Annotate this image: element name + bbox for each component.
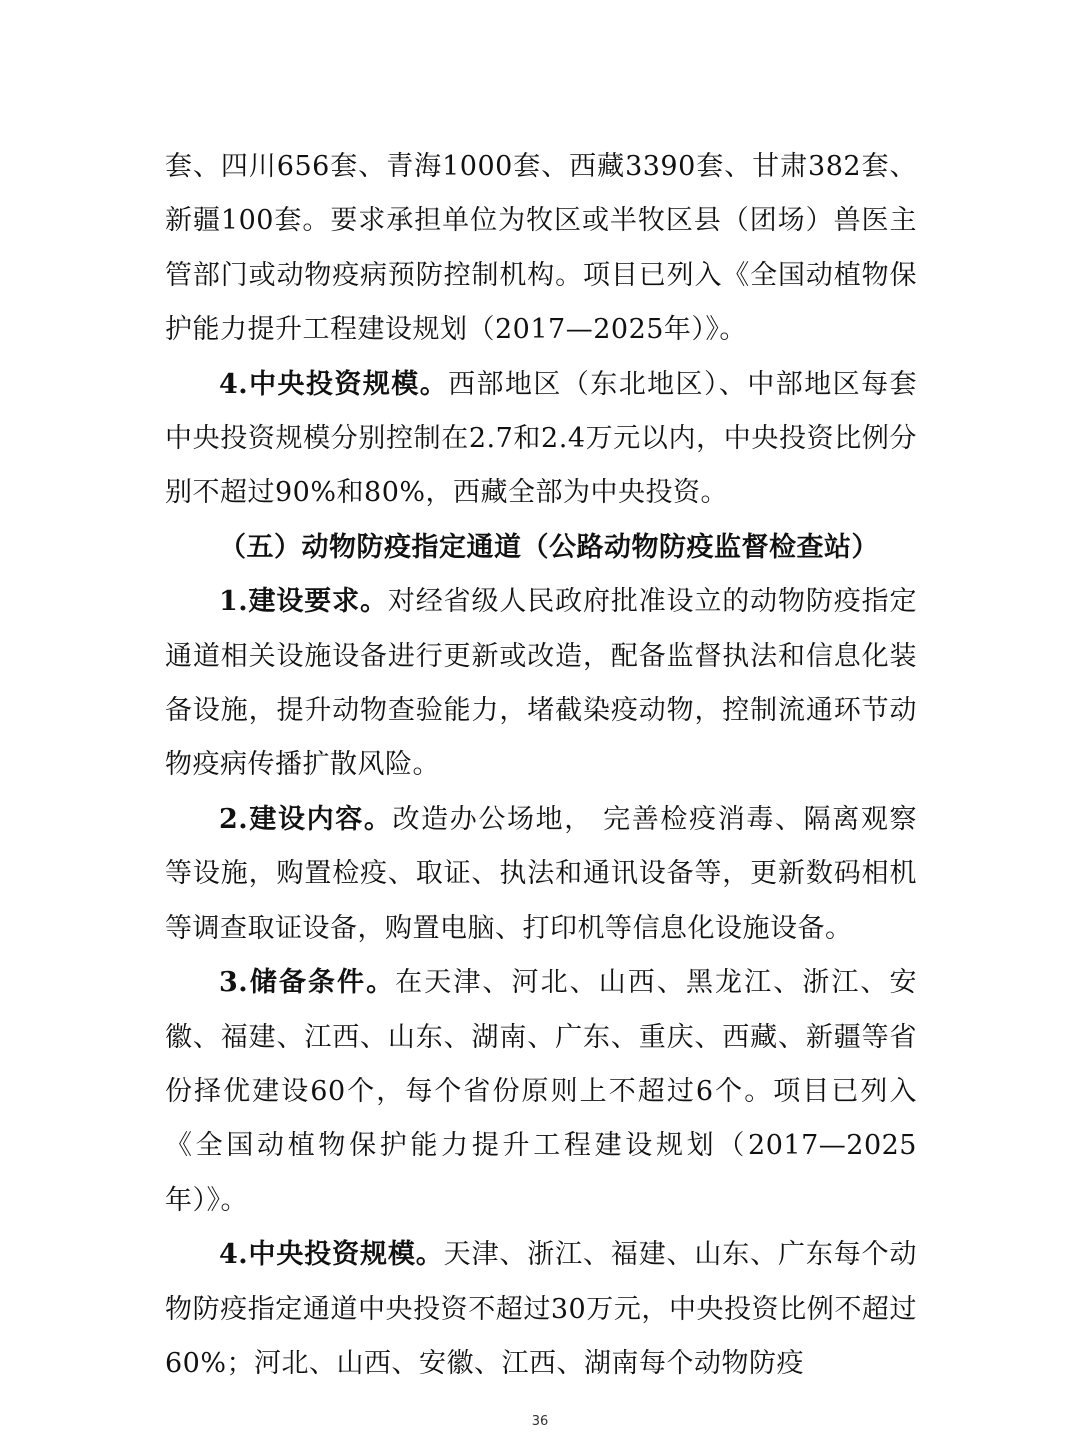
paragraph-lead: 3.储备条件。 [219,967,396,999]
paragraph-lead: 4.中央投资规模。 [219,368,449,400]
paragraph-central-investment-scale-2 [165,1228,917,1391]
paragraph-continuation [165,140,917,358]
page-number: 36 [531,1414,549,1429]
section-heading-text: （五）动物防疫指定通道（公路动物防疫监督检查站） [219,531,879,563]
paragraph-lead: 2.建设内容。 [219,803,393,835]
paragraph-central-investment-scale [165,358,917,521]
paragraph-lead: 1.建设要求。 [219,586,388,618]
paragraph-text: 改造办公场地， 完善检疫消毒、隔离观察等设施，购置检疫、取证、执法和通讯设备等，更新数码相机等调查取证设备，购置电脑、打印机等信息化设施设备。 [165,803,917,944]
paragraph-text: 西部地区（东北地区）、中部地区每套中央投资规模分别控制在2.7和2.4万元以内，中央投资比例分别不超过90%和80%，西藏全部为中央投资。 [165,368,917,509]
paragraph-text: 对经省级人民政府批准设立的动物防疫指定通道相关设施设备进行更新或改造，配备监督执法和信息化装备设施，提升动物查验能力，堵截染疫动物，控制流通环节动物疫病传播扩散风险。 [165,586,917,781]
paragraph-construction-content [165,793,917,956]
paragraph-text: 套、四川656套、青海1000套、西藏3390套、甘肃382套、新疆100套。要求承担单位为牧区或半牧区县（团场）兽医主管部门或动物疫病预防控制机构。项目已列入《全国动植物保护能力提升工程建设规划（2017—2025年）》。 [165,151,917,346]
paragraph-reserve-conditions [165,956,917,1228]
section-heading [165,521,917,575]
document-body [165,140,917,1391]
paragraph-construction-requirements [165,575,917,793]
paragraph-lead: 4.中央投资规模。 [219,1239,444,1271]
paragraph-text: 天津、浙江、福建、山东、广东每个动物防疫指定通道中央投资不超过30万元，中央投资比例不超过60%；河北、山西、安徽、江西、湖南每个动物防疫 [165,1239,917,1379]
paragraph-text: 在天津、河北、山西、黑龙江、浙江、安徽、福建、江西、山东、湖南、广东、重庆、西藏、新疆等省份择优建设60个，每个省份原则上不超过6个。项目已列入《全国动植物保护能力提升工程建设规划（2017—2025年）》。 [165,967,918,1216]
